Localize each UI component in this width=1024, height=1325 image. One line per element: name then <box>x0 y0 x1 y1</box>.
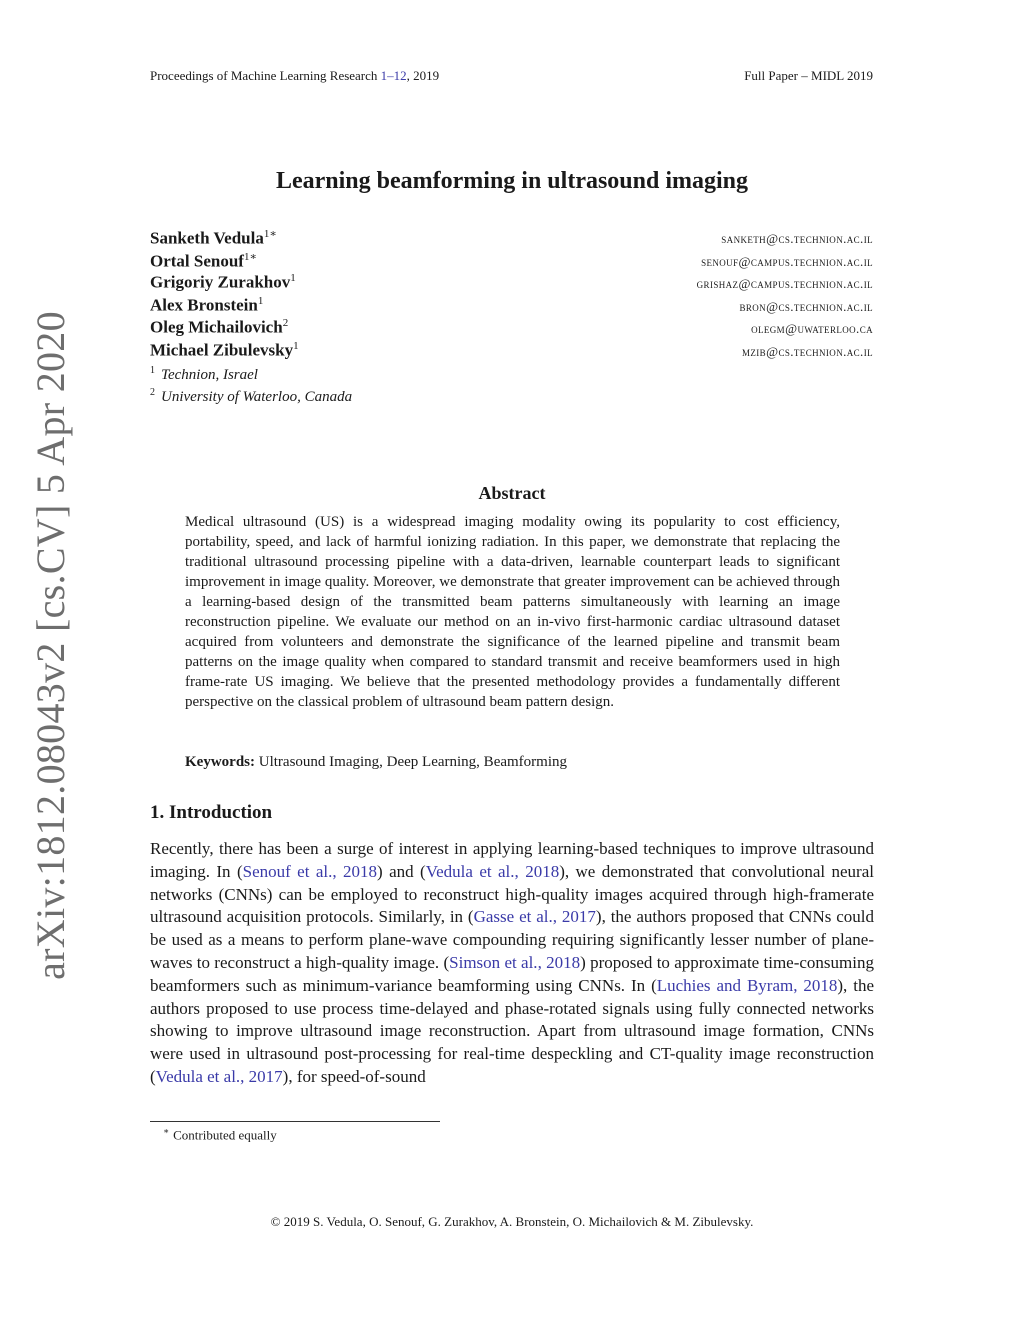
author-name: Alex Bronstein$^1$ <box>150 295 264 315</box>
header-journal: Proceedings of Machine Learning Research <box>150 68 381 83</box>
author-email[interactable]: sanketh@cs.technion.ac.il <box>721 231 873 246</box>
arxiv-stamp <box>20 310 80 980</box>
running-header-right: Full Paper – MIDL 2019 <box>744 68 873 83</box>
citation-link[interactable]: Luchies and Byram, 2018 <box>656 975 838 995</box>
running-header-left <box>150 68 439 84</box>
copyright-line: © 2019 S. Vedula, O. Senouf, G. Zurakhov, A. Bronstein, O. Michailovich & M. Zibulevsky. <box>270 1214 754 1229</box>
author-name: Oleg Michailovich$^2$ <box>150 317 289 337</box>
footnote: ∗ Contributed equally <box>163 1126 277 1143</box>
citation-link[interactable]: Gasse et al., 2017 <box>473 907 596 927</box>
citation-link[interactable]: Simson et al., 2018 <box>449 952 581 972</box>
keywords: Keywords: Ultrasound Imaging, Deep Learning, Beamforming <box>185 754 567 770</box>
author-name: Ortal Senouf$^{1∗}$ <box>150 251 257 271</box>
header-pages-link[interactable]: 1–12 <box>380 68 407 83</box>
author-email[interactable]: bron@cs.technion.ac.il <box>739 299 873 314</box>
introduction-text: Recently, there has been a surge of interest in applying learning-based techniques to improve ultrasound imaging. In (Senouf et al., 2018) and (Vedula et al., 2018), we demonstrated that convolutional neural networks (CNNs) can be employed to reconstruct high-quality images acquired through high-framerate ultrasound acquisition protocols. Similarly, in (Gasse et al., 2017), the authors proposed that CNNs could be used as a means to perform plane-wave compounding requiring significantly lesser number of plane-waves to reconstruct a high-quality image. (Simson et al., 2018) proposed to approximate time-consuming beamformers such as minimum-variance beamforming using CNNs. In (Luchies and Byram, 2018), the authors proposed to use process time-delayed and phase-rotated signals using fully connected networks showing to improve ultrasound image reconstruction. Apart from ultrasound image formation, CNNs were used in ultrasound post-processing for real-time despeckling and CT-quality image reconstruction (Vedula et al., 2017), for speed-of-sound <box>150 839 875 1086</box>
author-name: Sanketh Vedula$^{1∗}$ <box>150 228 277 248</box>
footnote-rule <box>150 1121 440 1122</box>
citation-link[interactable]: Vedula et al., 2017 <box>155 1066 283 1086</box>
paper-title: Learning beamforming in ultrasound imaging <box>275 168 749 194</box>
author-email[interactable]: olegm@uwaterloo.ca <box>751 321 873 336</box>
author-name: Michael Zibulevsky$^1$ <box>150 340 299 360</box>
citation-link[interactable]: Vedula et al., 2018 <box>425 861 560 881</box>
author-name: Grigoriy Zurakhov$^1$ <box>150 272 296 292</box>
affiliation: $^2$ University of Waterloo, Canada <box>150 387 353 405</box>
header-year: , 2019 <box>406 68 440 83</box>
abstract-text: Medical ultrasound (US) is a widespread imaging modality owing its popularity to cost efficiency, portability, speed, and lack of harmful ionizing radiation. In this paper, we demonstrate that replacing the traditional ultrasound processing pipeline with a data-driven, learnable counterpart leads to significant improvement in image quality. Moreover, we demonstrate that greater improvement can be achieved through a learning-based design of the transmitted beam patterns simultaneously with learning an image reconstruction pipeline. We evaluate our method on an in-vivo first-harmonic cardiac ultrasound dataset acquired from volunteers and demonstrate the significance of the learned pipeline and transmit beam patterns on the image quality when compared to standard transmit and receive beamformers used in high frame-rate US imaging. We believe that the presented methodology provides a fundamentally different perspective on the classical problem of ultrasound beam pattern design. <box>185 514 840 710</box>
author-email[interactable]: grishaz@campus.technion.ac.il <box>696 276 873 291</box>
section-heading: 1. Introduction <box>150 802 273 823</box>
author-email[interactable]: mzib@cs.technion.ac.il <box>741 344 873 359</box>
abstract-heading: Abstract <box>478 483 546 503</box>
affiliation: $^1$ Technion, Israel <box>150 365 258 383</box>
author-email[interactable]: senouf@campus.technion.ac.il <box>701 254 873 269</box>
arxiv-stamp-text: arXiv:1812.08043v2 [cs.CV] 5 Apr 2020 <box>27 310 73 980</box>
citation-link[interactable]: Senouf et al., 2018 <box>242 861 378 881</box>
